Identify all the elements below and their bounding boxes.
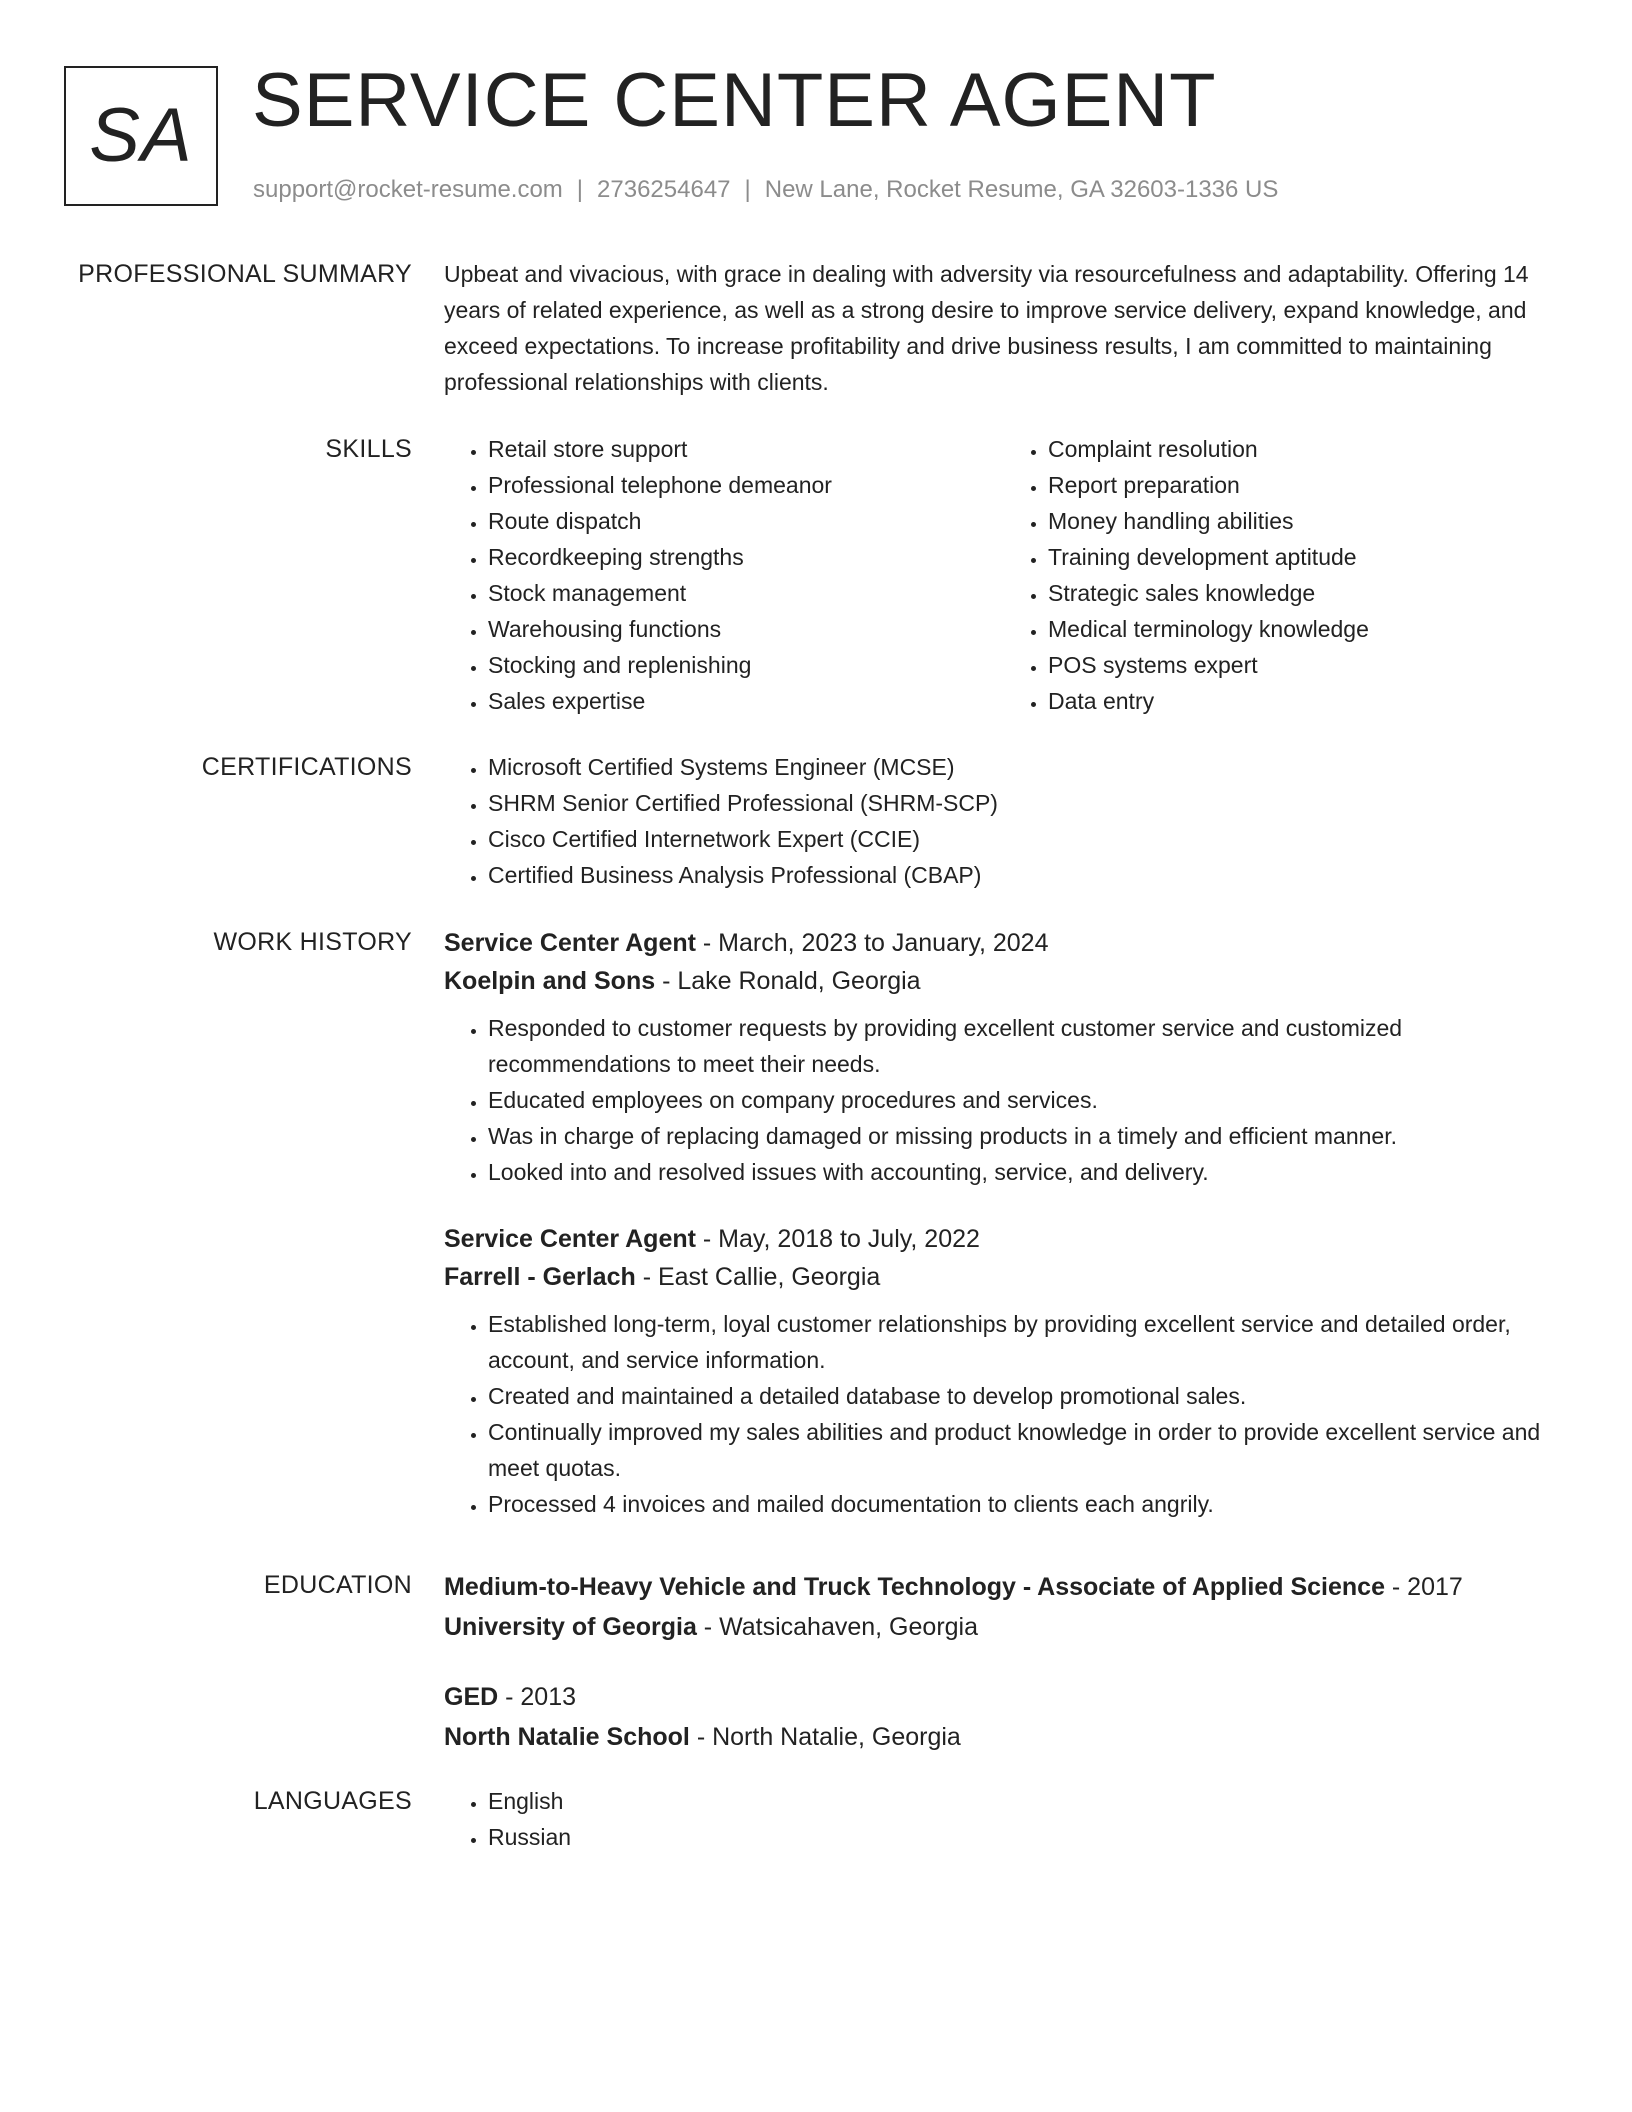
job-dates: - March, 2023 to January, 2024 xyxy=(695,929,1049,957)
contact-separator: | xyxy=(576,176,584,203)
job-title-line xyxy=(444,1220,1564,1258)
job-duty: • Continually improved my sales abilities and product knowledge in order to provide excellent service and meet quotas. xyxy=(488,1414,1564,1486)
degree-year: - 2013 xyxy=(498,1683,577,1711)
skill-item: • Complaint resolution xyxy=(1048,431,1564,467)
degree-name: Medium-to-Heavy Vehicle and Truck Technology - Associate of Applied Science xyxy=(444,1573,1385,1601)
job-title: Service Center Agent xyxy=(444,929,696,957)
section-heading: PROFESSIONAL SUMMARY xyxy=(78,260,412,288)
skill-item: • Retail store support xyxy=(488,431,1004,467)
skill-item: • Strategic sales knowledge xyxy=(1048,575,1564,611)
company-name: Farrell - Gerlach xyxy=(444,1263,636,1291)
job-duties-list xyxy=(444,1010,1564,1190)
skill-item: • Training development aptitude xyxy=(1048,539,1564,575)
school-location: - Watsicahaven, Georgia xyxy=(696,1613,978,1641)
job-duty: • Responded to customer requests by providing excellent customer service and customized recommendations to meet their needs. xyxy=(488,1010,1564,1082)
skill-item: • Warehousing functions xyxy=(488,611,1004,647)
education-entry xyxy=(444,1567,1564,1647)
language-item: • Russian xyxy=(488,1819,1564,1855)
company-line xyxy=(444,962,1564,1000)
work-history-body xyxy=(444,924,1564,1552)
school-line xyxy=(444,1607,1564,1647)
job-duty: • Established long-term, loyal customer relationships by providing excellent service and detailed order, account, and service information. xyxy=(488,1306,1564,1378)
company-line xyxy=(444,1258,1564,1296)
certification-item: • Microsoft Certified Systems Engineer (MCSE) xyxy=(488,749,1564,785)
skill-item: • Route dispatch xyxy=(488,503,1004,539)
contact-email: support@rocket-resume.com xyxy=(253,176,563,203)
languages-body xyxy=(444,1783,1564,1855)
skill-item: • Money handling abilities xyxy=(1048,503,1564,539)
job-title: Service Center Agent xyxy=(444,1225,696,1253)
summary-text: Upbeat and vivacious, with grace in dealing with adversity via resourcefulness and adaptability. Offering 14 years of related experience, as well as a strong desire to improve service delivery, expand knowledge, and exceed expectations. To increase profitability and drive business results, I am committed to maintaining professional relationships with clients. xyxy=(444,261,1529,395)
education-entry xyxy=(444,1677,1564,1757)
school-name: North Natalie School xyxy=(444,1723,690,1751)
job-duty: • Created and maintained a detailed database to develop promotional sales. xyxy=(488,1378,1564,1414)
skill-item: • POS systems expert xyxy=(1048,647,1564,683)
section-heading: CERTIFICATIONS xyxy=(201,753,412,781)
section-heading: SKILLS xyxy=(325,435,412,463)
education-body xyxy=(444,1567,1564,1787)
section-heading: LANGUAGES xyxy=(253,1787,412,1815)
contact-separator: | xyxy=(744,176,751,203)
language-item: • English xyxy=(488,1783,1564,1819)
initials-text: SA xyxy=(89,93,193,178)
skill-item: • Stock management xyxy=(488,575,1004,611)
section-heading: EDUCATION xyxy=(263,1571,412,1599)
school-location: - North Natalie, Georgia xyxy=(689,1723,961,1751)
job-duty: • Was in charge of replacing damaged or missing products in a timely and efficient manner. xyxy=(488,1118,1564,1154)
company-location: - Lake Ronald, Georgia xyxy=(655,967,921,995)
job-duty: • Educated employees on company procedures and services. xyxy=(488,1082,1564,1118)
summary-body xyxy=(444,256,1564,400)
degree-line xyxy=(444,1677,1564,1717)
certifications-body xyxy=(444,749,1564,893)
section-heading: WORK HISTORY xyxy=(213,928,412,956)
certification-item: • SHRM Senior Certified Professional (SHRM-SCP) xyxy=(488,785,1564,821)
school-name: University of Georgia xyxy=(444,1613,697,1641)
contact-line xyxy=(253,172,1278,208)
job-title-line xyxy=(444,924,1564,962)
skill-item: • Medical terminology knowledge xyxy=(1048,611,1564,647)
resume-title: SERVICE CENTER AGENT xyxy=(252,58,1217,143)
skill-item: • Professional telephone demeanor xyxy=(488,467,1004,503)
certification-item: • Cisco Certified Internetwork Expert (CCIE) xyxy=(488,821,1564,857)
skill-item: • Sales expertise xyxy=(488,683,1004,719)
job-duties-list xyxy=(444,1306,1564,1522)
degree-name: GED xyxy=(444,1683,499,1711)
skills-list-left xyxy=(444,431,1004,719)
contact-address: New Lane, Rocket Resume, GA 32603-1336 US xyxy=(764,176,1279,203)
skill-item: • Report preparation xyxy=(1048,467,1564,503)
job-duty: • Processed 4 invoices and mailed documentation to clients each angrily. xyxy=(488,1486,1564,1522)
degree-line xyxy=(444,1567,1564,1607)
contact-phone: 2736254647 xyxy=(597,176,731,203)
job-entry xyxy=(444,1220,1564,1522)
initials-monogram xyxy=(64,66,218,206)
certification-item: • Certified Business Analysis Professional (CBAP) xyxy=(488,857,1564,893)
skill-item: • Recordkeeping strengths xyxy=(488,539,1004,575)
job-dates: - May, 2018 to July, 2022 xyxy=(695,1225,980,1253)
skill-item: • Stocking and replenishing xyxy=(488,647,1004,683)
skill-item: • Data entry xyxy=(1048,683,1564,719)
company-name: Koelpin and Sons xyxy=(444,967,656,995)
job-duty: • Looked into and resolved issues with accounting, service, and delivery. xyxy=(488,1154,1564,1190)
job-entry xyxy=(444,924,1564,1190)
certifications-list xyxy=(444,749,1564,893)
school-line xyxy=(444,1717,1564,1757)
skills-list-right xyxy=(1004,431,1564,719)
company-location: - East Callie, Georgia xyxy=(635,1263,881,1291)
degree-year: - 2017 xyxy=(1384,1573,1463,1601)
languages-list xyxy=(444,1783,1564,1855)
skills-body xyxy=(444,431,1564,719)
